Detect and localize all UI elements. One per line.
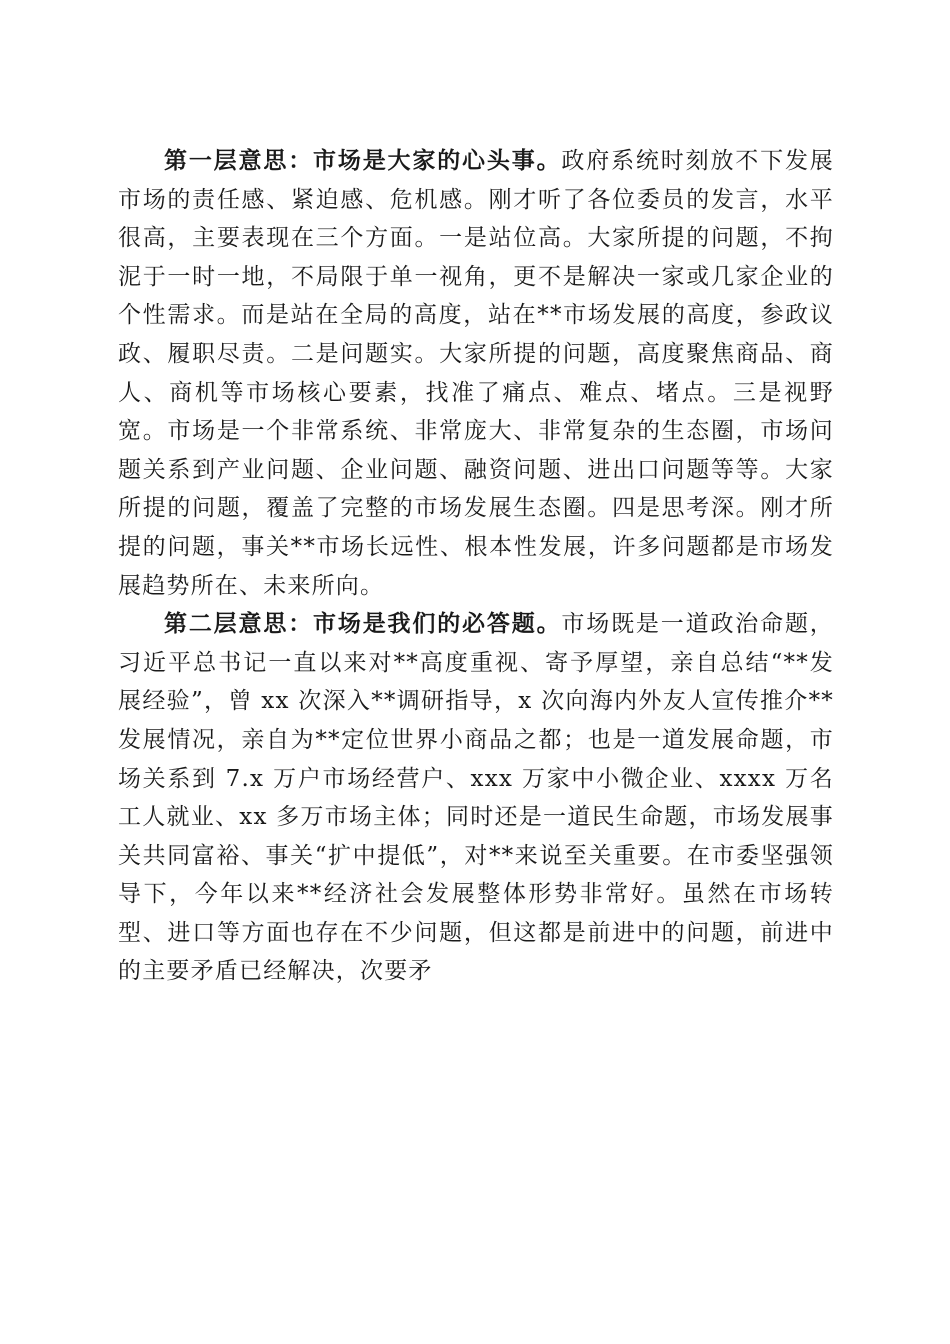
paragraph-2: [118, 605, 834, 991]
paragraph-2-text: 市场既是一道政治命题，习近平总书记一直以来对**高度重视、寄予厚望，亲自总结“**发展经验”，曾 xx 次深入**调研指导，x 次向海内外友人宣传推介**发展情况，亲自为**定位世界小商品之都；也是一道发展命题，市场关系到 7.x 万户市场经营户、xxx 万家中小微企业、xxxx 万名工人就业、xx 多万市场主体；同时还是一道民生命题，市场发展事关共同富裕、事关“扩中提低”，对**来说至关重要。在市委坚强领导下，今年以来**经济社会发展整体形势非常好。虽然在市场转型、进口等方面也存在不少问题，但这都是前进中的问题，前进中的主要矛盾已经解决，次要矛: [118, 611, 835, 985]
paragraph-1-lead: 第一层意思：市场是大家的心头事。: [164, 147, 562, 174]
paragraph-1-text: 政府系统时刻放不下发展市场的责任感、紧迫感、危机感。刚才听了各位委员的发言，水平很高，主要表现在三个方面。一是站位高。大家所提的问题，不拘泥于一时一地，不局限于单一视角，更不是解决一家或几家企业的个性需求。而是站在全局的高度，站在**市场发展的高度，参政议政、履职尽责。二是问题实。大家所提的问题，高度聚焦商品、商人、商机等市场核心要素，找准了痛点、难点、堵点。三是视野宽。市场是一个非常系统、非常庞大、非常复杂的生态圈，市场问题关系到产业问题、企业问题、融资问题、进出口问题等等。大家所提的问题，覆盖了完整的市场发展生态圈。四是思考深。刚才所提的问题，事关**市场长远性、根本性发展，许多问题都是市场发展趋势所在、未来所向。: [118, 148, 835, 599]
document-body: [118, 142, 834, 991]
paragraph-2-lead: 第二层意思：市场是我们的必答题。: [164, 610, 562, 638]
paragraph-1: [118, 142, 834, 605]
